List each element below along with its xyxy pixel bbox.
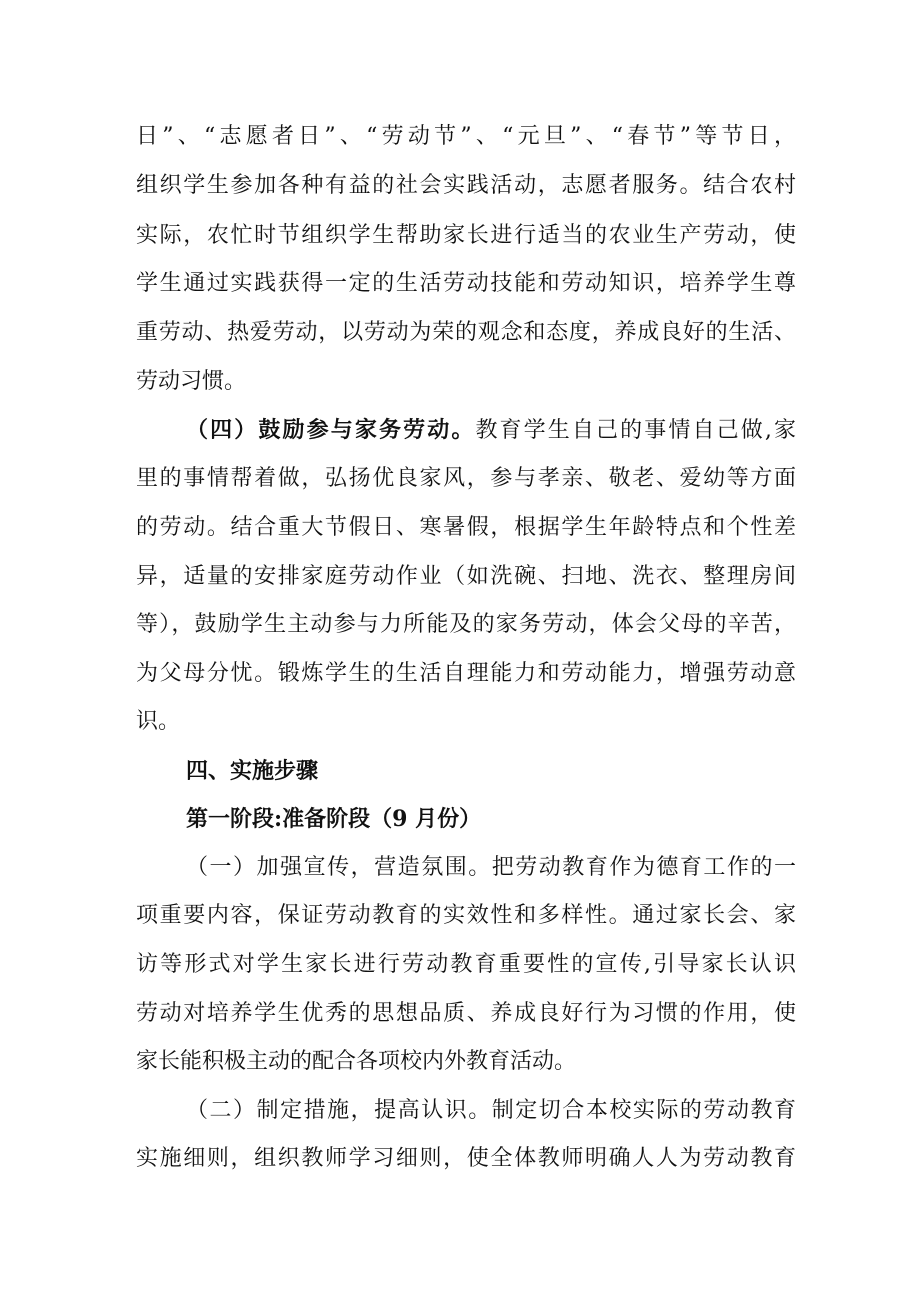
paragraph-line: 访等形式对学生家长进行劳动教育重要性的宣传,引导家长认识 (136, 952, 796, 977)
paragraph-line: 的劳动。结合重大节假日、寒暑假，根据学生年龄特点和个性差 (136, 515, 796, 540)
paragraph-line: 实际，农忙时节组织学生帮助家长进行适当的农业生产劳动，使 (136, 223, 796, 248)
paragraph-line: 家长能积极主动的配合各项校内外教育活动。 (136, 1049, 577, 1074)
paragraph-line: 里的事情帮着做，弘扬优良家风，参与孝亲、敬老、爱幼等方面 (136, 466, 796, 491)
stage-heading: 第一阶段:准备阶段（9 月份） (186, 806, 482, 832)
section-four-heading: （四）鼓励参与家务劳动。 (186, 417, 476, 443)
paragraph-line: 异，适量的安排家庭劳动作业（如洗碗、扫地、洗衣、整理房间 (136, 564, 796, 589)
paragraph-four-first-line (186, 414, 796, 446)
paragraph-line: 等），鼓励学生主动参与力所能及的家务劳动，体会父母的辛苦， (136, 612, 796, 637)
paragraph-line: （一）加强宣传，营造氛围。把劳动教育作为德育工作的一 (186, 855, 796, 880)
paragraph-line: 劳动习惯。 (136, 369, 247, 394)
paragraph-line: 劳动对培养学生优秀的思想品质、养成良好行为习惯的作用，使 (136, 1001, 796, 1026)
paragraph-line: （二）制定措施，提高认识。制定切合本校实际的劳动教育 (186, 1098, 796, 1123)
paragraph-line: 为父母分忧。锻炼学生的生活自理能力和劳动能力，增强劳动意 (136, 661, 796, 686)
paragraph-line: 日”、“志愿者日”、“劳动节”、“元旦”、“春节”等节日， (136, 124, 796, 149)
paragraph-line: 重劳动、热爱劳动，以劳动为荣的观念和态度，养成良好的生活、 (136, 320, 796, 345)
paragraph-line: 识。 (136, 709, 181, 734)
paragraph-line: 组织学生参加各种有益的社会实践活动，志愿者服务。结合农村 (136, 173, 796, 198)
section-heading: 四、实施步骤 (186, 758, 319, 784)
paragraph-line: 学生通过实践获得一定的生活劳动技能和劳动知识，培养学生尊 (136, 271, 796, 296)
paragraph-line: 项重要内容，保证劳动教育的实效性和多样性。通过家长会、家 (136, 903, 796, 928)
paragraph-text: 教育学生自己的事情自己做,家 (475, 418, 796, 443)
paragraph-line: 实施细则，组织教师学习细则，使全体教师明确人人为劳动教育 (136, 1146, 796, 1171)
